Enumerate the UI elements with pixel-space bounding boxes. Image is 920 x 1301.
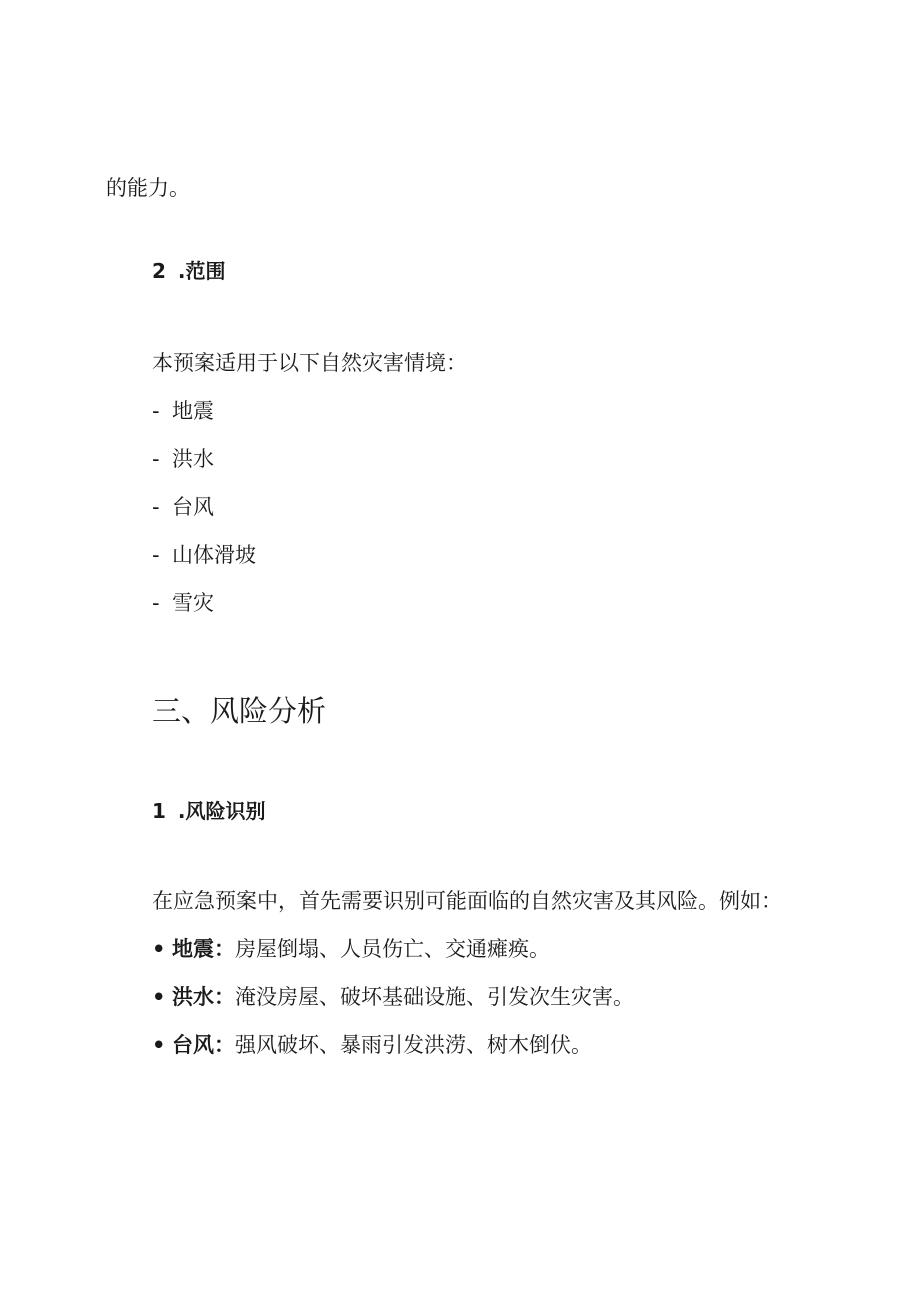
bullet-marker: • (152, 1033, 166, 1057)
bullet-marker: • (152, 985, 166, 1009)
bullet-term: 地震： (172, 937, 235, 961)
section-number: 2 (152, 259, 166, 283)
section-heading-scope (152, 257, 226, 285)
list-item-label: 洪水 (172, 447, 214, 471)
dash-marker: - (152, 399, 160, 423)
list-item-label: 山体滑坡 (172, 543, 256, 567)
scope-intro: 本预案适用于以下自然灾害情境： (152, 351, 467, 375)
list-item (152, 589, 214, 617)
bullet-term: 洪水： (172, 985, 235, 1009)
section-heading-risk (152, 797, 266, 825)
list-item (152, 541, 256, 569)
list-item-label: 台风 (172, 495, 214, 519)
list-item (152, 397, 214, 425)
bullet-description: 房屋倒塌、人员伤亡、交通瘫痪。 (235, 937, 550, 961)
bullet-item (152, 935, 550, 963)
dash-marker: - (152, 495, 160, 519)
section-title: .风险识别 (177, 799, 266, 823)
bullet-description: 强风破坏、暴雨引发洪涝、树木倒伏。 (235, 1033, 592, 1057)
bullet-description: 淹没房屋、破坏基础设施、引发次生灾害。 (235, 985, 634, 1009)
dash-marker: - (152, 543, 160, 567)
list-item (152, 493, 214, 521)
dash-marker: - (152, 591, 160, 615)
bullet-term: 台风： (172, 1033, 235, 1057)
list-item-label: 地震 (172, 399, 214, 423)
bullet-item (152, 983, 634, 1011)
list-item (152, 445, 214, 473)
chapter-heading: 三、风险分析 (152, 694, 327, 728)
list-item-label: 雪灾 (172, 591, 214, 615)
dash-marker: - (152, 447, 160, 471)
section-number: 1 (152, 799, 166, 823)
bullet-marker: • (152, 937, 166, 961)
bullet-item (152, 1031, 592, 1059)
fragment-line: 的能力。 (106, 176, 190, 200)
risk-intro: 在应急预案中，首先需要识别可能面临的自然灾害及其风险。例如： (152, 889, 782, 913)
section-title: .范围 (177, 259, 226, 283)
